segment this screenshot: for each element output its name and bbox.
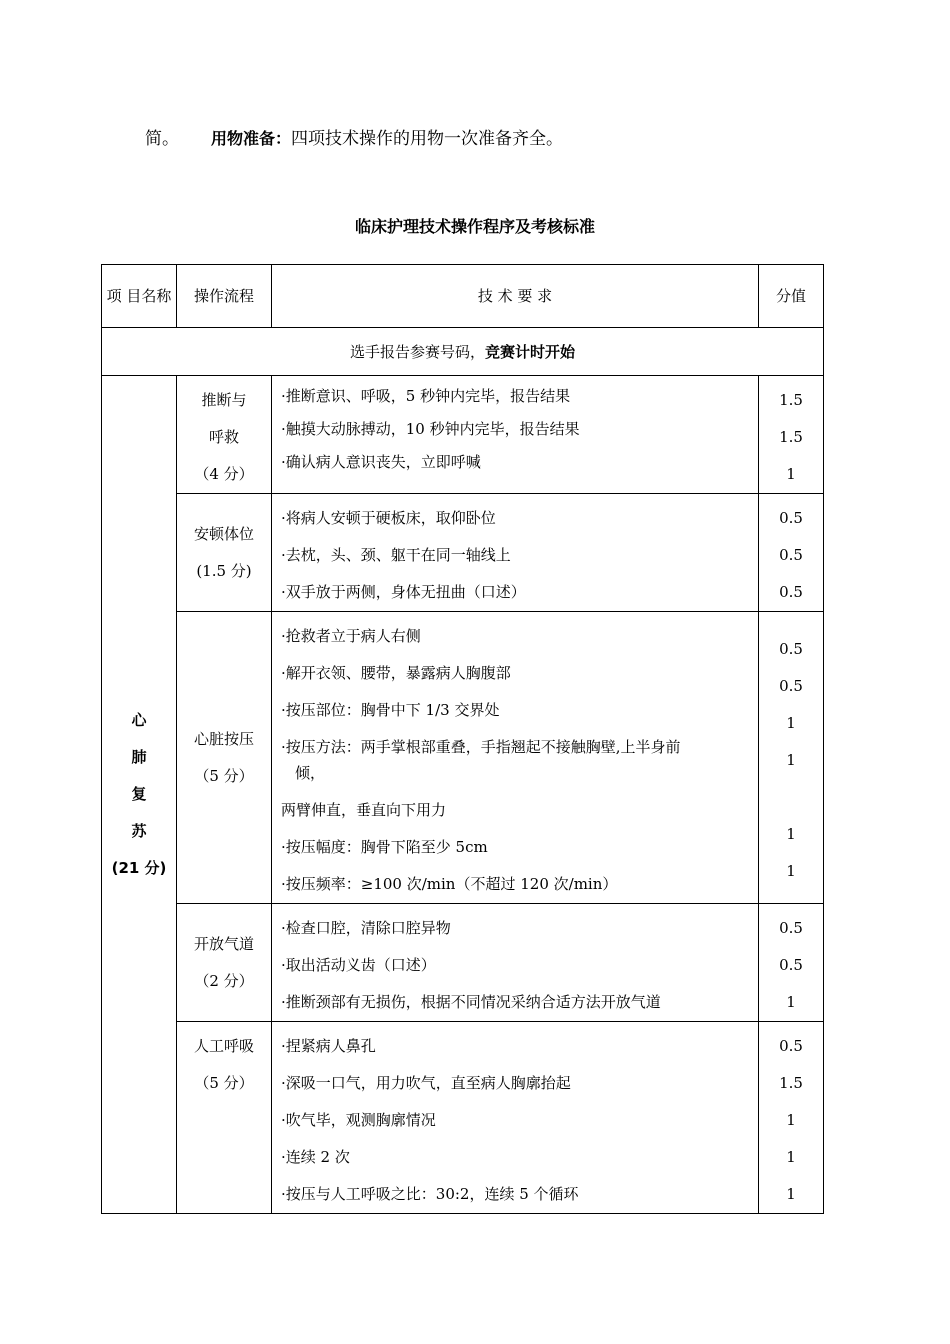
score-cell <box>759 376 824 494</box>
score-value: 0.5 <box>779 919 803 937</box>
step-name: 人工呼吸 <box>193 1037 254 1055</box>
score-value: 1 <box>786 714 796 732</box>
requirement-item: ·连续 2 次 <box>281 1148 350 1166</box>
requirement-item: ·抢救者立于病人右侧 <box>281 627 421 645</box>
score-value: 0.5 <box>779 1037 803 1055</box>
table-row <box>102 904 824 1022</box>
score-value: 0.5 <box>779 546 803 564</box>
step-cell <box>177 1022 272 1214</box>
step-cell <box>177 612 272 904</box>
step-points: （5 分） <box>194 1074 254 1092</box>
requirement-item <box>281 729 752 792</box>
requirement-item: ·取出活动义齿（口述） <box>281 956 436 974</box>
step-points: （4 分） <box>194 465 254 483</box>
project-char: 苏 <box>131 822 147 840</box>
score-value: 1 <box>786 465 796 483</box>
requirement-item: ·按压部位：胸骨中下 1/3 交界处 <box>281 701 500 719</box>
table-row <box>102 612 824 904</box>
intro-label: 用物准备： <box>211 129 292 148</box>
step-name: 安顿体位 <box>193 524 254 543</box>
project-char: 复 <box>131 785 147 803</box>
project-char: 心 <box>131 711 147 729</box>
table-row <box>102 1022 824 1214</box>
step-name: 开放气道 <box>193 934 254 953</box>
score-value: 1 <box>786 1185 796 1203</box>
header-project: 项 目名称 <box>102 265 177 328</box>
score-value: 1 <box>786 862 796 880</box>
intro-text: 四项技术操作的用物一次准备齐全。 <box>291 129 564 149</box>
score-value: 0.5 <box>779 509 803 527</box>
header-process: 操作流程 <box>177 265 272 328</box>
header-requirements: 技 术 要 求 <box>272 265 759 328</box>
requirement-item-text: ·按压方法：两手掌根部重叠，手指翘起不接触胸壁,上半身前 <box>281 738 681 756</box>
start-cell <box>102 328 824 376</box>
step-points: （2 分） <box>194 971 254 990</box>
requirement-item: ·检查口腔，清除口腔异物 <box>281 919 451 937</box>
document-title: 临床护理技术操作程序及考核标准 <box>354 217 595 236</box>
step-cell <box>177 494 272 612</box>
score-value: 1.5 <box>779 1074 803 1092</box>
score-value: 0.5 <box>779 677 803 695</box>
assessment-table <box>101 264 824 1214</box>
score-value: 1 <box>786 1111 796 1129</box>
start-text: 选手报告参赛号码， <box>349 343 485 361</box>
header-score: 分值 <box>759 265 824 328</box>
step-points: （5 分） <box>194 766 254 785</box>
score-value <box>759 779 823 816</box>
requirement-item: ·触摸大动脉搏动，10 秒钟内完毕，报告结果 <box>281 420 580 438</box>
requirement-item: ·吹气毕，观测胸廓情况 <box>281 1111 436 1129</box>
score-value: 1 <box>786 751 796 769</box>
requirement-item: ·推断意识、呼吸，5 秒钟内完毕，报告结果 <box>281 387 571 405</box>
step-cell <box>177 904 272 1022</box>
score-cell <box>759 904 824 1022</box>
start-bold: 竞赛计时开始 <box>485 343 576 361</box>
requirements-cell <box>272 494 759 612</box>
requirements-cell <box>272 376 759 494</box>
project-cell <box>102 376 177 1214</box>
requirement-item: ·确认病人意识丧失，立即呼喊 <box>281 453 481 471</box>
requirement-item: ·捏紧病人鼻孔 <box>281 1037 376 1055</box>
requirements-cell <box>272 612 759 904</box>
requirement-item: ·深吸一口气，用力吹气，直至病人胸廓抬起 <box>281 1074 571 1092</box>
step-cell <box>177 376 272 494</box>
table-header-row <box>102 265 824 328</box>
requirement-item: ·按压与人工呼吸之比：30:2，连续 5 个循环 <box>281 1185 579 1203</box>
requirement-item: ·按压幅度：胸骨下陷至少 5cm <box>281 838 488 856</box>
requirement-item: 两臂伸直，垂直向下用力 <box>281 801 447 819</box>
requirement-item-continuation: 倾， <box>295 764 326 782</box>
step-points: (1.5 分) <box>196 561 252 580</box>
intro-prefix: 简。 <box>145 129 179 149</box>
score-cell <box>759 494 824 612</box>
start-row <box>102 328 824 376</box>
requirements-cell <box>272 904 759 1022</box>
requirement-item: ·推断颈部有无损伤，根据不同情况采纳合适方法开放气道 <box>281 993 661 1011</box>
requirements-cell <box>272 1022 759 1214</box>
requirement-item: ·双手放于两侧，身体无扭曲（口述） <box>281 583 526 601</box>
score-value: 1 <box>786 993 796 1011</box>
score-value: 1 <box>786 825 796 843</box>
score-value: 0.5 <box>779 640 803 658</box>
score-value: 1 <box>786 1148 796 1166</box>
table-row <box>102 494 824 612</box>
requirement-item: ·解开衣领、腰带，暴露病人胸腹部 <box>281 664 511 682</box>
requirement-item: ·去枕，头、颈、躯干在同一轴线上 <box>281 546 511 564</box>
requirement-item: ·按压频率：≥100 次/min（不超过 120 次/min） <box>281 875 618 893</box>
table-row <box>102 376 824 494</box>
requirement-item: ·将病人安顿于硬板床，取仰卧位 <box>281 509 496 527</box>
score-value: 0.5 <box>779 583 803 601</box>
project-char: 肺 <box>131 748 147 766</box>
intro-line <box>145 124 563 149</box>
score-value: 0.5 <box>779 956 803 974</box>
project-points: (21 分) <box>111 859 167 877</box>
score-value: 1.5 <box>779 428 803 446</box>
step-name: 心脏按压 <box>193 729 254 748</box>
score-cell <box>759 1022 824 1214</box>
score-cell <box>759 612 824 904</box>
score-value: 1.5 <box>779 391 803 409</box>
step-name: 呼救 <box>208 428 239 446</box>
step-name: 推断与 <box>201 391 247 409</box>
